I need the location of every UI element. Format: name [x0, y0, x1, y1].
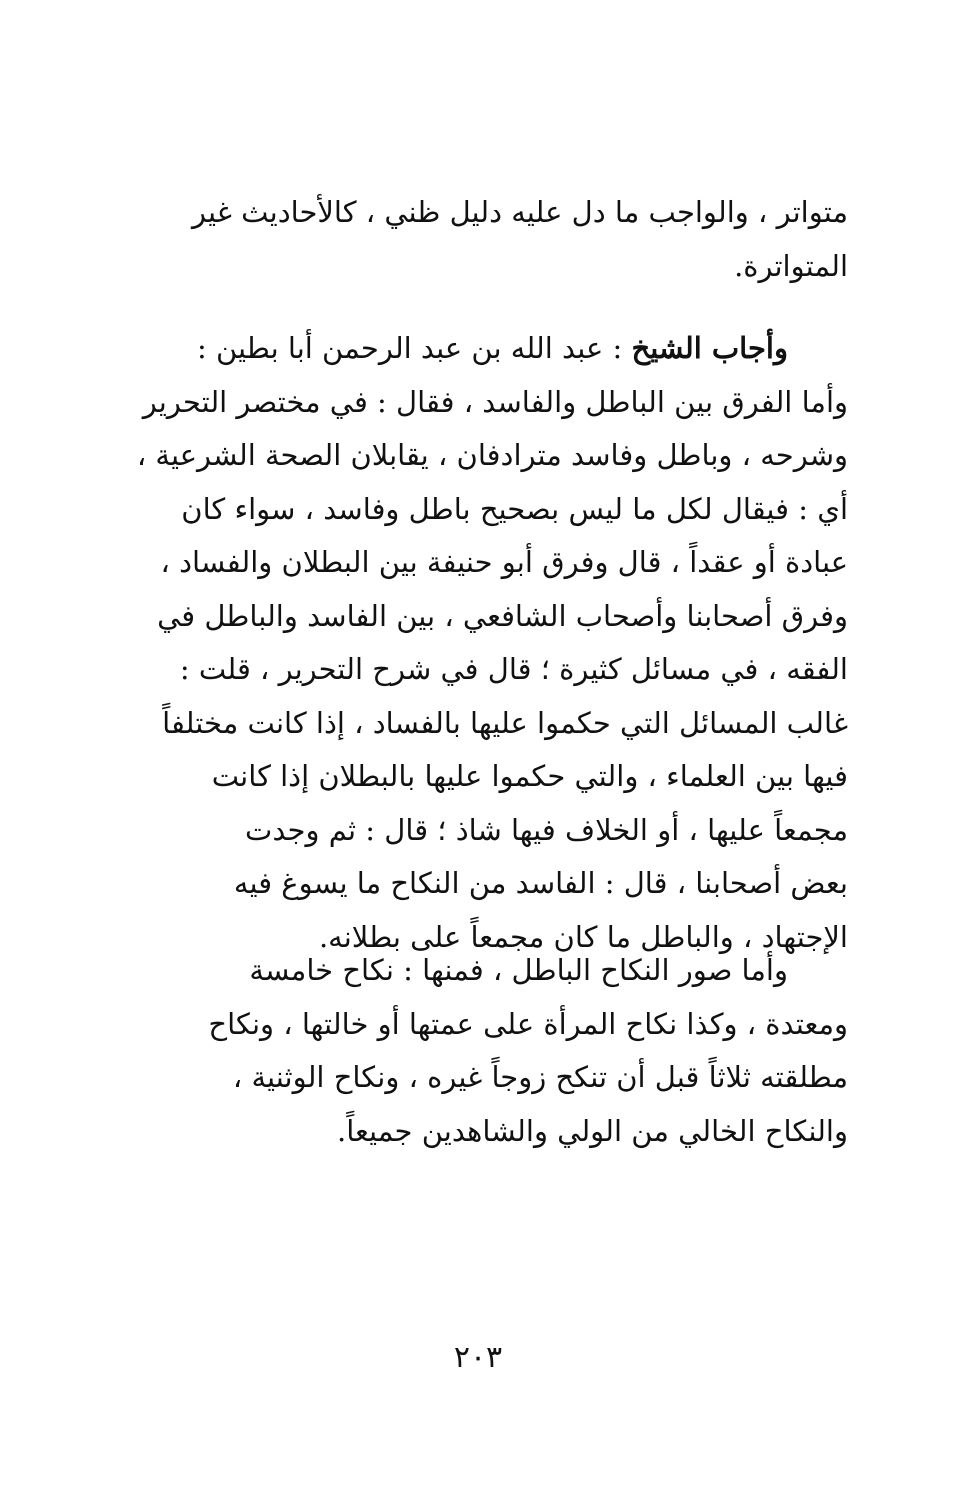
paragraph-forms: [104, 944, 848, 1158]
text-line: ومعتدة ، وكذا نكاح المرأة على عمتها أو خالتها ، ونكاح: [208, 1006, 848, 1041]
text-line: غالب المسائل التي حكموا عليها بالفساد ، إذا كانت مختلفاً: [162, 705, 848, 740]
text-line: المتواترة.: [734, 248, 848, 283]
text-line: وفرق أصحابنا وأصحاب الشافعي ، بين الفاسد والباطل في: [157, 598, 848, 633]
paragraph-continuation: [104, 186, 848, 293]
text-line: وأما الفرق بين الباطل والفاسد ، فقال : في مختصر التحرير: [142, 384, 848, 419]
answer-label: وأجاب الشيخ: [631, 331, 788, 365]
text-line: فيها بين العلماء ، والتي حكموا عليها بالبطلان إذا كانت: [211, 759, 848, 793]
text-line: والنكاح الخالي من الولي والشاهدين جميعاً.: [336, 1113, 848, 1148]
text-line: الإجتهاد ، والباطل ما كان مجمعاً على بطلانه.: [318, 919, 848, 954]
page-number: ٢٠٣: [453, 1340, 503, 1375]
paragraph-answer: [104, 322, 848, 964]
answer-heading-line: [104, 322, 848, 376]
text-line: بعض أصحابنا ، قال : الفاسد من النكاح ما يسوغ فيه: [233, 866, 848, 900]
text-line: الفقه ، في مسائل كثيرة ؛ قال في شرح التحرير ، قلت :: [179, 652, 848, 686]
text-line: مطلقته ثلاثاً قبل أن تنكح زوجاً غيره ، ونكاح الوثنية ،: [232, 1060, 848, 1094]
scholar-name: : عبد الله بن عبد الرحمن أبا بطين :: [196, 331, 632, 365]
text-line: أي : فيقال لكل ما ليس بصحيح باطل وفاسد ، سواء كان: [181, 491, 848, 526]
text-line: وأما صور النكاح الباطل ، فمنها : نكاح خامسة: [249, 953, 788, 987]
text-line: وشرحه ، وباطل وفاسد مترادفان ، يقابلان الصحة الشرعية ،: [136, 438, 848, 472]
text-line: عبادة أو عقداً ، قال وفرق أبو حنيفة بين البطلان والفساد ،: [160, 545, 848, 579]
text-line: متواتر ، والواجب ما دل عليه دليل ظني ، كالأحاديث غير: [192, 195, 848, 229]
text-line: مجمعاً عليها ، أو الخلاف فيها شاذ ؛ قال : ثم وجدت: [245, 812, 848, 847]
